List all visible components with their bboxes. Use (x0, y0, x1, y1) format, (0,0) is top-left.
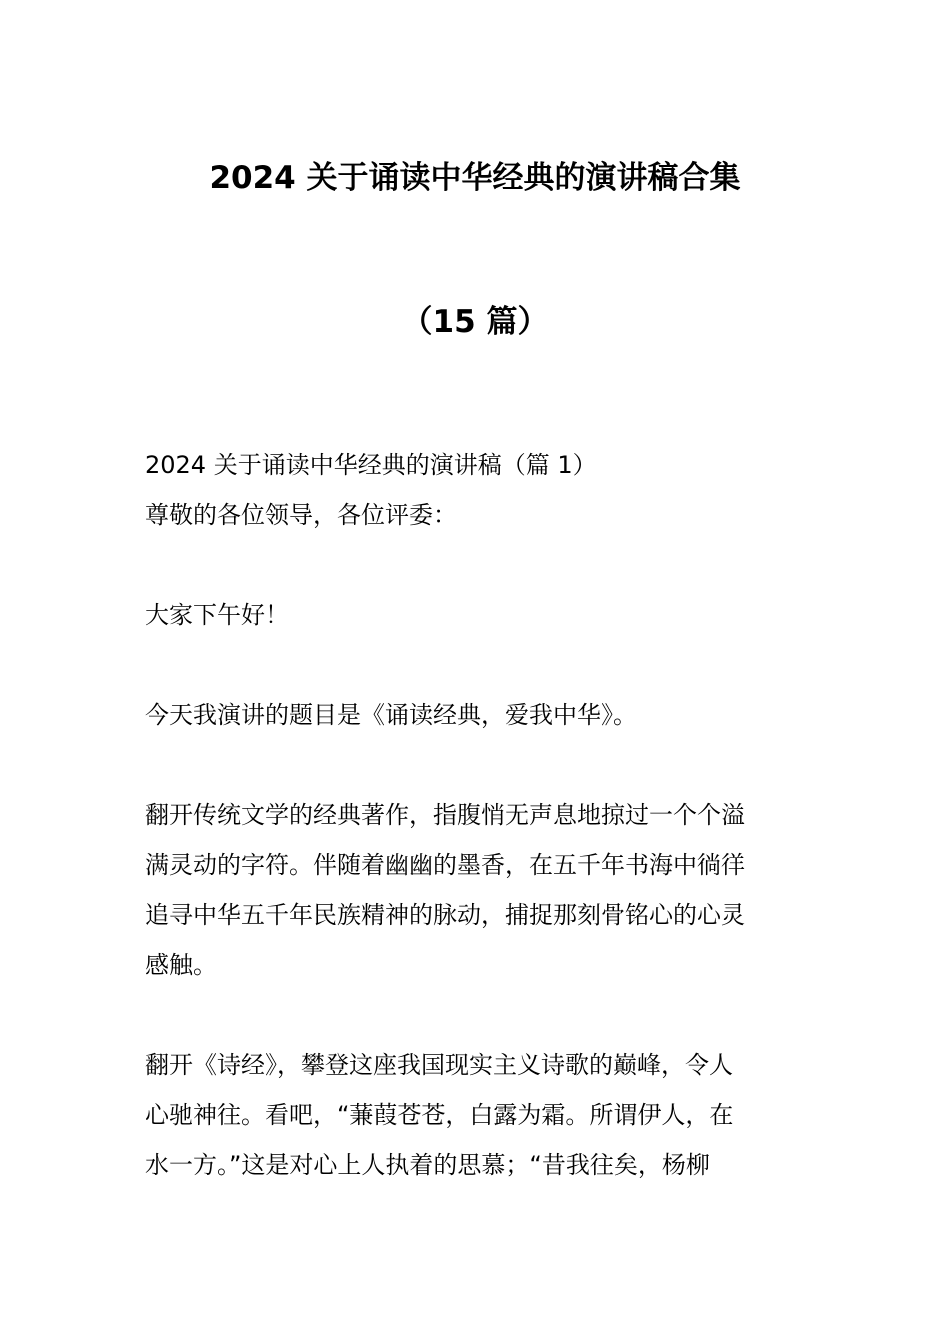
document-body (145, 440, 810, 1190)
blank-line (145, 740, 810, 790)
paragraph-line: 追寻中华五千年民族精神的脉动，捕捉那刻骨铭心的心灵 (145, 901, 745, 929)
document-title: 2024 关于诵读中华经典的演讲稿合集 (209, 160, 741, 196)
paragraph-line: 满灵动的字符。伴随着幽幽的墨香，在五千年书海中徜徉 (145, 851, 745, 879)
paragraph-line: 感触。 (145, 951, 217, 979)
paragraph-line: 水一方。”这是对心上人执着的思慕；“昔我往矣，杨柳 (145, 1151, 710, 1179)
topic-line: 今天我演讲的题目是《诵读经典，爱我中华》。 (145, 701, 637, 729)
paragraph-line: 心驰神往。看吧，“蒹葭苍苍，白露为霜。所谓伊人，在 (145, 1101, 734, 1129)
paragraph-line: 翻开传统文学的经典著作，指腹悄无声息地掠过一个个溢 (145, 801, 745, 829)
blank-line (145, 990, 810, 1040)
paragraph-line: 翻开《诗经》，攀登这座我国现实主义诗歌的巅峰，令人 (145, 1051, 733, 1079)
salutation-line: 尊敬的各位领导，各位评委： (145, 501, 457, 529)
blank-line (145, 640, 810, 690)
blank-line (145, 540, 810, 590)
greeting-line: 大家下午好！ (145, 601, 289, 629)
document-subtitle: （15 篇） (401, 304, 549, 340)
speech-heading: 2024 关于诵读中华经典的演讲稿（篇 1） (145, 451, 597, 479)
